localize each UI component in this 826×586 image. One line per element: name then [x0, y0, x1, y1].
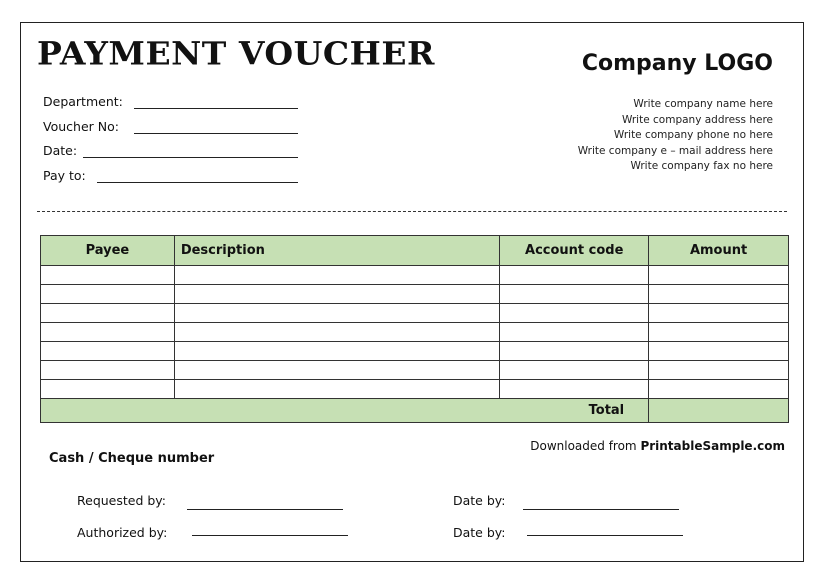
- payee-cell[interactable]: [41, 342, 175, 361]
- description-cell[interactable]: [174, 342, 500, 361]
- source-credit: [530, 439, 785, 453]
- voucher-no-label: Voucher No:: [43, 119, 119, 134]
- company-info: [578, 97, 773, 175]
- voucher-sheet: [20, 22, 804, 562]
- amount-cell[interactable]: [649, 285, 789, 304]
- amount-cell[interactable]: [649, 380, 789, 399]
- company-address-line: Write company address here: [621, 113, 773, 126]
- source-site-name: PrintableSample.com: [640, 439, 785, 453]
- authorized-by-label: Authorized by:: [77, 525, 168, 540]
- table-row: [41, 304, 789, 323]
- col-header-amount: Amount: [649, 236, 789, 266]
- requested-by-label: Requested by:: [77, 493, 167, 508]
- pay-to-label: Pay to:: [43, 168, 86, 183]
- department-field[interactable]: [134, 108, 298, 109]
- col-header-payee: Payee: [41, 236, 175, 266]
- description-cell[interactable]: [174, 304, 500, 323]
- requested-by-field[interactable]: [187, 509, 343, 510]
- table-row: [41, 380, 789, 399]
- account-code-cell[interactable]: [500, 323, 649, 342]
- description-cell[interactable]: [174, 285, 500, 304]
- total-label: Total: [41, 399, 649, 423]
- total-amount-cell[interactable]: [649, 399, 789, 423]
- table-row: [41, 361, 789, 380]
- cut-line-divider: [37, 211, 787, 212]
- source-credit-prefix: Downloaded from: [530, 439, 641, 453]
- account-code-cell[interactable]: [500, 285, 649, 304]
- payee-cell[interactable]: [41, 304, 175, 323]
- col-header-description: Description: [174, 236, 500, 266]
- payee-cell[interactable]: [41, 266, 175, 285]
- amount-cell[interactable]: [649, 266, 789, 285]
- department-label: Department:: [43, 94, 123, 109]
- date-by-label-1: Date by:: [453, 493, 506, 508]
- account-code-cell[interactable]: [500, 380, 649, 399]
- items-table: [40, 235, 789, 423]
- payee-cell[interactable]: [41, 323, 175, 342]
- date-field[interactable]: [83, 157, 298, 158]
- table-row: [41, 266, 789, 285]
- authorized-by-field[interactable]: [192, 535, 348, 536]
- account-code-cell[interactable]: [500, 266, 649, 285]
- table-header-row: [41, 236, 789, 266]
- requested-date-field[interactable]: [523, 509, 679, 510]
- company-phone-line: Write company phone no here: [613, 129, 773, 141]
- date-by-label-2: Date by:: [453, 525, 506, 540]
- col-header-account-code: Account code: [500, 236, 649, 266]
- amount-cell[interactable]: [649, 361, 789, 380]
- account-code-cell[interactable]: [500, 304, 649, 323]
- description-cell[interactable]: [174, 380, 500, 399]
- company-email-line: Write company e – mail address here: [577, 144, 773, 157]
- description-cell[interactable]: [174, 361, 500, 380]
- description-cell[interactable]: [174, 323, 500, 342]
- amount-cell[interactable]: [649, 304, 789, 323]
- table-row: [41, 323, 789, 342]
- voucher-no-field[interactable]: [134, 133, 298, 134]
- table-row: [41, 342, 789, 361]
- table-row: [41, 285, 789, 304]
- company-name-line: Write company name here: [633, 98, 773, 110]
- description-cell[interactable]: [174, 266, 500, 285]
- date-label: Date:: [43, 143, 78, 158]
- payee-cell[interactable]: [41, 380, 175, 399]
- authorized-date-field[interactable]: [527, 535, 683, 536]
- company-logo-placeholder: Company LOGO: [581, 51, 773, 76]
- page-title: PAYMENT VOUCHER: [37, 35, 435, 73]
- payee-cell[interactable]: [41, 361, 175, 380]
- pay-to-field[interactable]: [97, 182, 298, 183]
- amount-cell[interactable]: [649, 323, 789, 342]
- amount-cell[interactable]: [649, 342, 789, 361]
- payee-cell[interactable]: [41, 285, 175, 304]
- total-row: [41, 399, 789, 423]
- cash-cheque-label: Cash / Cheque number: [49, 451, 215, 466]
- company-fax-line: Write company fax no here: [630, 160, 773, 172]
- account-code-cell[interactable]: [500, 342, 649, 361]
- account-code-cell[interactable]: [500, 361, 649, 380]
